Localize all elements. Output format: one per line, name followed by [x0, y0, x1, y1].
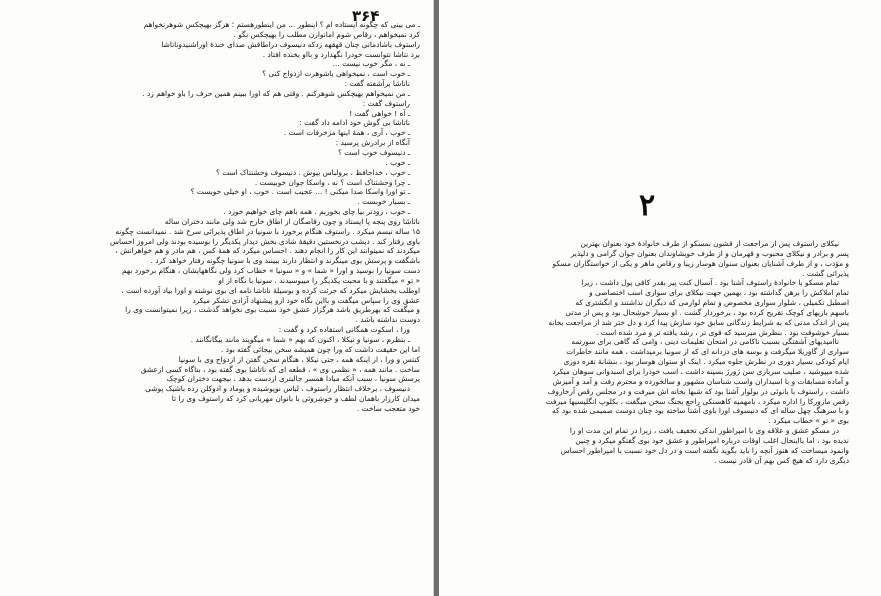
right-page-text [479, 239, 849, 465]
text-line: میدان کارزار باهمان لطف و خوشروئی با بانوان مهربانی کرد که راستوف وی را تا [171, 394, 420, 404]
text-line: پسر و برادر و نیکلای محبوب و قهرمان و از طرف خویشاوندان بعنوان جوان گرامی و دلپذیر [570, 248, 849, 258]
text-line: ـ دنیسوف خوب است ؟ [338, 147, 410, 157]
text-line: ـ خوب . [385, 157, 410, 167]
text-line: ـ خوب ، زودتر بیا چای بخوریم . همه باهم چای خواهیم خورد . [223, 207, 410, 217]
text-line: راستوف باشادمانی چنان قهقهه زدکه دنیسوف دراطاقش صدای خندهٔ اوراشنیدوناتاشا [161, 39, 420, 49]
text-line: وانمود میساخت که هنوز آنچه را باید بگوید نگفته است و در دل خود نسبت با امپراطور احساس [560, 445, 849, 455]
left-page [0, 0, 434, 596]
left-page-text [10, 20, 420, 414]
text-line: و با سرهنگ چهل ساله ای که دنیسوف اورا باوی آشنا ساخته بود چنان دوست صمیمی شده بود که [552, 406, 849, 416]
text-line: ناتاشا بی گوش خود ادامه داد گفت : [299, 118, 410, 128]
text-line: پس از اندک مدتی که به شرایط زندگانی سابق خود سازش پیدا کرد و دل ختر شد از مراجعت بخانه [548, 317, 849, 327]
text-line: نیکلای راستوف پس از مراجعت از قشون بمسکو از طرف خانوادهٔ خود بعنوان بهترین [580, 239, 839, 248]
text-line: بوی « تو » خطاب میکرد . [768, 416, 849, 426]
text-line: دنیسوف ، برخلاف انتظار راستوف ، لباس نوپوشیده و پوماد و ادوکلن زده باشیک پوشی [145, 384, 410, 394]
text-line: اما این حقیقت داشت که ورا چون همیشه سخن بیجائی گفته بود . [220, 344, 420, 354]
text-line: تمام املاکش را برهن گذاشته بود ، بهمین جهت نیکلای برای سواری اسب اختصاصی و [589, 288, 849, 298]
text-line: خود متعجب ساخت . [356, 403, 420, 413]
text-line: ندیده بود ، اما بااینحال اغلب اوقات درباره امپراطور و عشق خود بوی گفتگو میکرد و چنین [575, 435, 849, 445]
text-line: و مؤدب ، و از طرف آشنایان بعنوان ستوان هوسار زیبا و رقاص ماهر و یکی از خواستگاران مسکو [552, 258, 849, 268]
text-line: ـ تو اورا واسکا صدا میکنی ! ... عجیب است . خوب ، او خیلی خوبست ؟ [190, 187, 410, 197]
text-line: باشگفت و پرسش بوی مینگرند و انتظار دارند ببینند وی با سونیا چگونه رفتار خواهد کرد . [150, 256, 420, 266]
text-line: ـ من نمیخواهم بهیچکس شوهرکنم . وقتی هم که اورا ببینم همین حرف را باو خواهم زد . [142, 88, 410, 98]
text-line: ناتاشا برآشفته گفت : [344, 79, 410, 89]
text-line: رقص مازورکا را اداره میکرد ، بامهمیه کاهسنکی راجع بجنگ سخن میگفت ، بکلوپ انگلیسیها میرفت [545, 396, 849, 406]
text-line: شده میپوشید ، صلیب سربازی سن ژورژ بسینه داشت ، اسب خودرا برای اسبدوانی سوهان میکرد [552, 366, 849, 376]
text-line: ناتاشا روی پنجه پا ایستاد و چون رقاصگان از اطاق خارج شد ولی مانند دختران ساله [164, 216, 420, 226]
text-line: و آماده مسابقات و با اسبداران واسب شناسان مشهور و سالخورده و محترم رفت و آمد و آمیزش [552, 376, 849, 386]
text-line: بسیار خوشوقت بود . بنظرش میرسید که قوی تر ، رشد یافته تر و مرد شده است . [596, 327, 849, 337]
text-line: در مسکو عشق و علاقه وی با امپراطور اندکی تخفیف یافت ، زیرا در تمام این مدت او را [569, 426, 839, 436]
chapter-number: ۲ [639, 188, 656, 223]
text-line: عشق وی را سپاس میگفت و بااین نگاه خود ازو پیشنهاد آزادی تشکر میکرد [192, 295, 420, 305]
text-line: باسهم بازیهای کوچک تفریح کرده بود ، برخوردار گشت . او بسیار خوشحال بود و پس از مدتی [565, 307, 849, 317]
text-line: ـ خوب ، خداحافظ ، برولباس بپوش . دنیسوف وحشتناک است ؟ [215, 167, 410, 177]
text-line: ۱۵ ساله تبسم میکرد . راستوف هنگام برخورد با سونیا در اطاق پذیرائی سرخ شد . نمیدانست چگونه [115, 226, 420, 236]
text-line: باوی رفتار کند . دیشب درنخستین دقیقهٔ شادی بخش دیدار یکدیگر را بوسیده بودند ولی امروز احساس [109, 236, 420, 246]
text-line: ـ آه ! خواهی گفت ! [349, 108, 410, 118]
text-line: دیگری دارد که هیچ کس بهم آن قادر نیست . [714, 455, 849, 465]
text-line: کنتس و ورا ، از اینکه همه ، حتی نیکلا ، هنگام سخن گفتن از ازدواج وی با سونیا [178, 354, 420, 364]
text-line: ـ چرا وحشتناک است ؟ نه ، واسکا جوان خوبیست . [254, 177, 410, 187]
text-line: راستوف گفت : [362, 98, 410, 108]
right-page [439, 0, 881, 596]
text-line: « تو » میگفتند و با محبت یکدیگر را میبوسیدند . سونیا با نگاه از او [218, 275, 420, 285]
text-line: اصطبل تکمیلی ، شلوار سواری مخصوص و تمام لوازمی که دیگران نداشتند و انگشتری که [575, 298, 849, 308]
text-line: تمام مسکو با خانوادهٔ راستوف آشنا بود . آنسال کنت پیر بقدر کافی پول داشت ، زیرا [581, 278, 839, 288]
text-line: داشت ، راستوف با بانوئی در بولوار آشنا بود که شبها بخانه اش میرفت و در مجلس رقص آرخاروف [547, 386, 849, 396]
text-line: ـ می بینی که چگونه ایستاده ام ؟ اینطور ... من اینطورهستم ؛ هرگز بهیچکس شوهرنخواهم [143, 20, 420, 29]
page-number: ۳۶۴ [352, 7, 380, 25]
text-line: اوطلب بخشایش میکرد که جرئت کرده و بوسیلهٔ ناتاشا نامه ای بوی نوشته و اورا بیاد آورده است ، [121, 285, 420, 295]
text-line: آنگاه از برادرش پرسید : [335, 138, 410, 148]
text-line: دوست نداشته باشد . [355, 315, 420, 325]
text-line: ـ بنظرم ، سونیا و نیکلا ، اکنون که بهم « شما » میگویند مانند بیگانگانند . [190, 335, 410, 344]
text-line: ـ خوب ، آری ، همهٔ اینها مزخرفات است . [283, 128, 410, 138]
text-line: پذیرائی گشت . [802, 268, 849, 278]
text-line: برد نتاشا نتوانست خودرا نگهدارد و بااو بخنده افتاد . [262, 49, 420, 59]
text-line: و میگفت که بهرطریق باشد هرگزاز عشق خود نسبت بوی نخواهد گذشت ، زیرا نمیتوانست وی را [125, 305, 420, 315]
text-line: سواری از گاوریلا میگرفت و بوسه های دزدانه ای که از سونیا برمیداشت ، همه مانند خاطرات [566, 347, 849, 357]
text-line: میکردند که نمیتوانند این کار را انجام دهند . احساس میکرد که همهٔ کس ، هم مادر و هم خواهرانش ، [115, 246, 420, 256]
text-line: کرد نمیخواهم ، رقاص شوم امانوازن مطلب را بهیچکس نگو . [233, 29, 420, 39]
text-line: ایام کودکی بسیار دوری در نظرش جلوه میکرد . اینک او ستوان هوسار بود ، بنشانهٔ نقره دوزی [563, 357, 849, 367]
text-line: دست سونیا را بوسید و اورا « شما » و « سونیا » خطاب کرد ولی نگاههایشان ، هنگام برخورد بهم [122, 266, 420, 276]
text-line: ساخت . مانند همه ، « نظمی وی » ، قطعه ای که ناتاشا بوی گفته بود ، بناگاه کسی ازعشق [140, 364, 420, 374]
text-line: ناامیدیهای آشفتگی بسبب ناکامی در امتحان تعلیمات دینی ، وامی که گاهی برای سورتمه [571, 337, 839, 347]
text-line: پرسش سونیا ، سبب آنکه مبادا همسر جالبتری ازدست بدهد ، بیجهت دختران کوچک [166, 374, 420, 384]
text-line: ـ بسیار خوبست . [357, 197, 410, 207]
text-line: ورا ، اسکوت همگانی استفاده کرد و گفت : [278, 325, 410, 335]
text-line: ـ خوب است ، نمیخواهی باشوهرت ازدواج کنی ؟ [262, 69, 410, 79]
text-line: ـ نه ، مگر خوب نیست ... [332, 59, 410, 69]
